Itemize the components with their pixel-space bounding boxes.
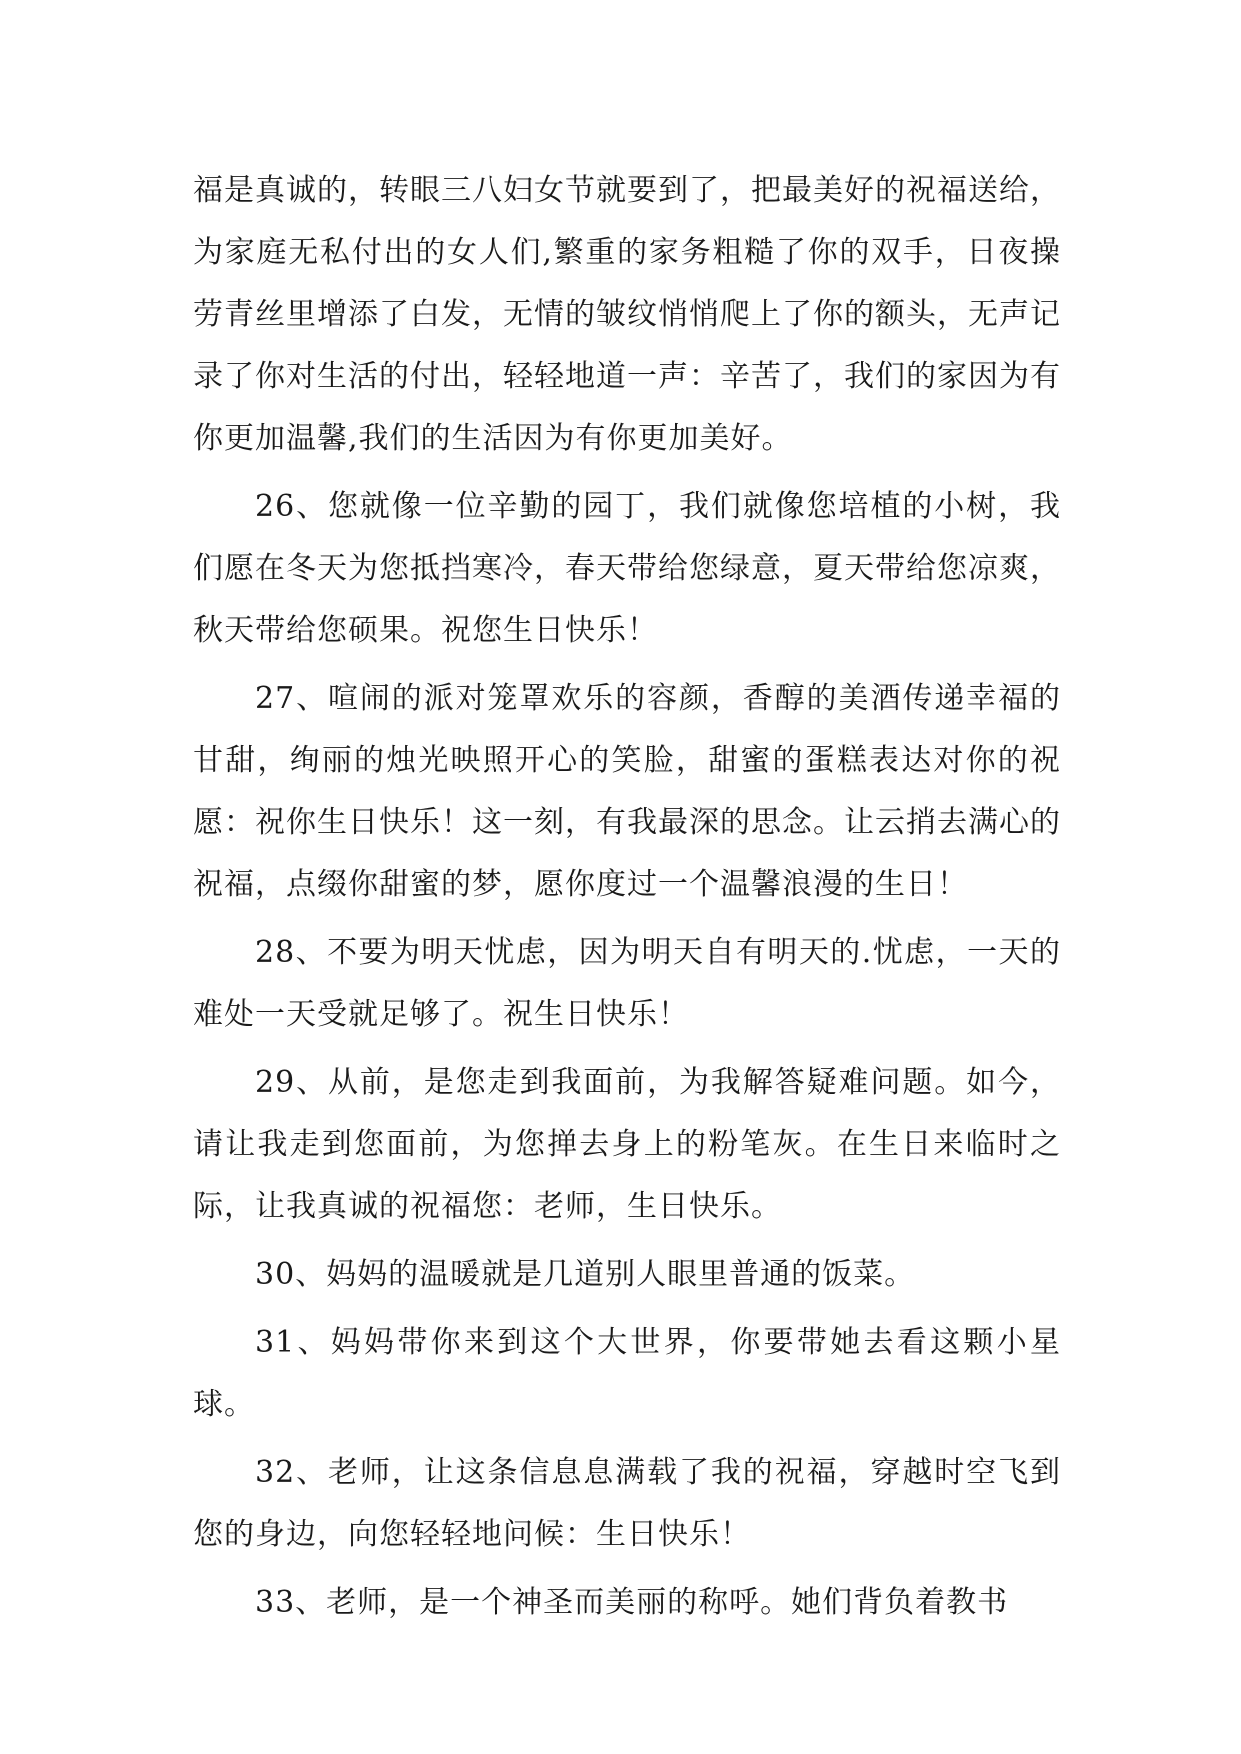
- paragraph-item-31: 31、妈妈带你来到这个大世界，你要带她去看这颗小星球。: [193, 1325, 1061, 1422]
- paragraph-item-29: 29、从前，是您走到我面前，为我解答疑难问题。如今，请让我走到您面前，为您掸去身上的粉笔灰。在生日来临时之际，让我真诚的祝福您：老师，生日快乐。: [193, 1065, 1061, 1224]
- paragraph-item-28: 28、不要为明天忧虑，因为明天自有明天的.忧虑，一天的难处一天受就足够了。祝生日快乐！: [193, 935, 1061, 1032]
- paragraph-continuation: 福是真诚的，转眼三八妇女节就要到了，把最美好的祝福送给，为家庭无私付出的女人们,繁重的家务粗糙了你的双手，日夜操劳青丝里增添了白发，无情的皱纹悄悄爬上了你的额头，无声记录了你对生活的付出，轻轻地道一声：辛苦了，我们的家因为有你更加温馨,我们的生活因为有你更加美好。: [193, 173, 1061, 456]
- paragraph-item-32: 32、老师，让这条信息息满载了我的祝福，穿越时空飞到您的身边，向您轻轻地问候：生日快乐！: [193, 1455, 1061, 1552]
- paragraph-item-27: 27、喧闹的派对笼罩欢乐的容颜，香醇的美酒传递幸福的甘甜，绚丽的烛光映照开心的笑脸，甜蜜的蛋糕表达对你的祝愿：祝你生日快乐！这一刻，有我最深的思念。让云捎去满心的祝福，点缀你甜蜜的梦，愿你度过一个温馨浪漫的生日！: [193, 681, 1061, 902]
- paragraph-item-26: 26、您就像一位辛勤的园丁，我们就像您培植的小树，我们愿在冬天为您抵挡寒冷，春天带给您绿意，夏天带给您凉爽，秋天带给您硕果。祝您生日快乐！: [193, 489, 1061, 648]
- document-body: [193, 160, 1061, 1640]
- paragraph-item-33: 33、老师，是一个神圣而美丽的称呼。她们背负着教书: [255, 1585, 1009, 1620]
- paragraph-item-30: 30、妈妈的温暖就是几道别人眼里普通的饭菜。: [255, 1257, 916, 1292]
